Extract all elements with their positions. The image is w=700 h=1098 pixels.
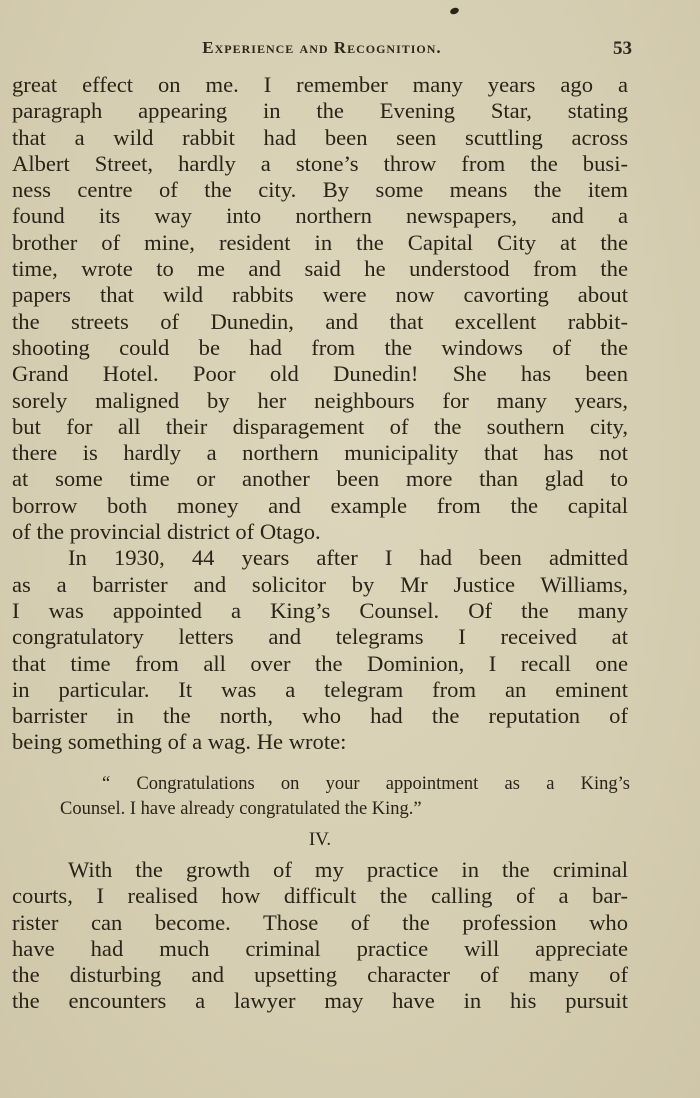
text-line: found its way into northern newspapers, and a — [12, 203, 628, 229]
text-line: paragraph appearing in the Evening Star, stating — [12, 98, 628, 124]
text-line: great effect on me. I remember many years ago a — [12, 72, 628, 97]
text-line: the encounters a lawyer may have in his pursuit — [12, 988, 628, 1014]
text-line: courts, I realised how difficult the calling of a bar- — [12, 883, 628, 909]
page-number: 53 — [613, 38, 632, 59]
text-line: there is hardly a northern municipality that has not — [12, 440, 628, 466]
text-line: the streets of Dunedin, and that excellent rabbit- — [12, 308, 628, 334]
text-line: In 1930, 44 years after I had been admitted — [68, 545, 628, 571]
running-header — [12, 38, 632, 62]
quote-line: “ Congratulations on your appointment as a King’s — [102, 774, 630, 794]
text-line: congratulatory letters and telegrams I received at — [12, 624, 628, 650]
paragraph-criminal-courts — [12, 857, 628, 1015]
ink-speck — [449, 7, 460, 16]
text-line: at some time or another been more than glad to — [12, 466, 628, 492]
text-line: borrow both money and example from the capital — [12, 492, 628, 518]
text-line: Albert Street, hardly a stone’s throw from the busi- — [12, 150, 628, 176]
text-line: being something of a wag. He wrote: — [12, 729, 347, 755]
body-text-upper — [12, 72, 628, 756]
text-line: the disturbing and upsetting character of many of — [12, 962, 628, 988]
text-line: shooting could be had from the windows of the — [12, 334, 628, 360]
text-line: in particular. It was a telegram from an eminent — [12, 676, 628, 702]
text-line: With the growth of my practice in the criminal — [68, 857, 628, 882]
text-line: that a wild rabbit had been seen scuttling across — [12, 124, 628, 150]
text-line: rister can become. Those of the profession who — [12, 909, 628, 935]
text-line: but for all their disparagement of the southern city, — [12, 413, 628, 439]
running-title: Experience and Recognition. — [202, 38, 442, 57]
text-line: that time from all over the Dominion, I recall one — [12, 650, 628, 676]
section-heading: IV. — [308, 829, 332, 850]
text-line: I was appointed a King’s Counsel. Of the many — [12, 597, 628, 623]
text-line: time, wrote to me and said he understood from the — [12, 256, 628, 282]
text-line: barrister in the north, who had the reputation of — [12, 703, 628, 729]
text-line: Grand Hotel. Poor old Dunedin! She has been — [12, 361, 628, 387]
paragraph-rabbits — [12, 72, 628, 545]
paragraph-kings-counsel — [12, 545, 628, 755]
text-line: brother of mine, resident in the Capital City at the — [12, 229, 628, 255]
quote-line: Counsel. I have already congratulated the King.” — [60, 799, 422, 819]
text-line: sorely maligned by her neighbours for many years, — [12, 387, 628, 413]
text-line: ness centre of the city. By some means the item — [12, 177, 628, 203]
block-quote — [12, 772, 630, 822]
text-line: of the provincial district of Otago. — [12, 519, 321, 545]
text-line: have had much criminal practice will appreciate — [12, 935, 628, 961]
text-line: as a barrister and solicitor by Mr Justice Williams, — [12, 571, 628, 597]
text-line: papers that wild rabbits were now cavorting about — [12, 282, 628, 308]
